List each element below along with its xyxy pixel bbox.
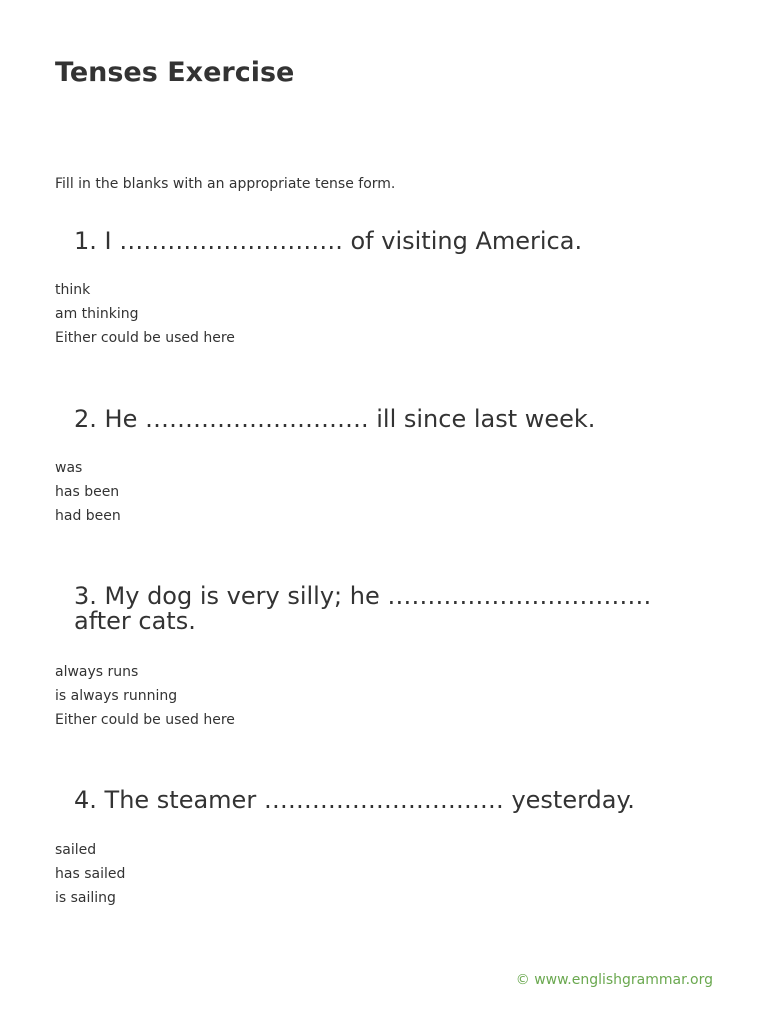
options-list-4 xyxy=(55,838,125,910)
option: am thinking xyxy=(55,306,139,322)
option: has sailed xyxy=(55,866,126,882)
option: is always running xyxy=(55,688,178,704)
option: has been xyxy=(55,484,120,500)
instructions: Fill in the blanks with an appropriate tense form. xyxy=(55,176,396,192)
question-3: 3. My dog is very silly; he …………………………… after cats. xyxy=(74,582,652,635)
option: think xyxy=(55,282,91,298)
option: sailed xyxy=(55,842,97,858)
option: was xyxy=(55,460,83,476)
page-title: Tenses Exercise xyxy=(55,57,295,88)
option: Either could be used here xyxy=(55,330,235,346)
option: always runs xyxy=(55,664,139,680)
option: is sailing xyxy=(55,890,116,906)
option: Either could be used here xyxy=(55,712,235,728)
options-list-1 xyxy=(55,278,235,350)
question-2: 2. He ………………………. ill since last week. xyxy=(74,405,596,433)
question-4: 4. The steamer ………………………… yesterday. xyxy=(74,786,635,814)
question-1: 1. I ………………………. of visiting America. xyxy=(74,227,583,255)
footer-credit-link[interactable]: © www.englishgrammar.org xyxy=(515,972,713,988)
option: had been xyxy=(55,508,121,524)
options-list-3 xyxy=(55,660,235,732)
options-list-2 xyxy=(55,456,121,528)
